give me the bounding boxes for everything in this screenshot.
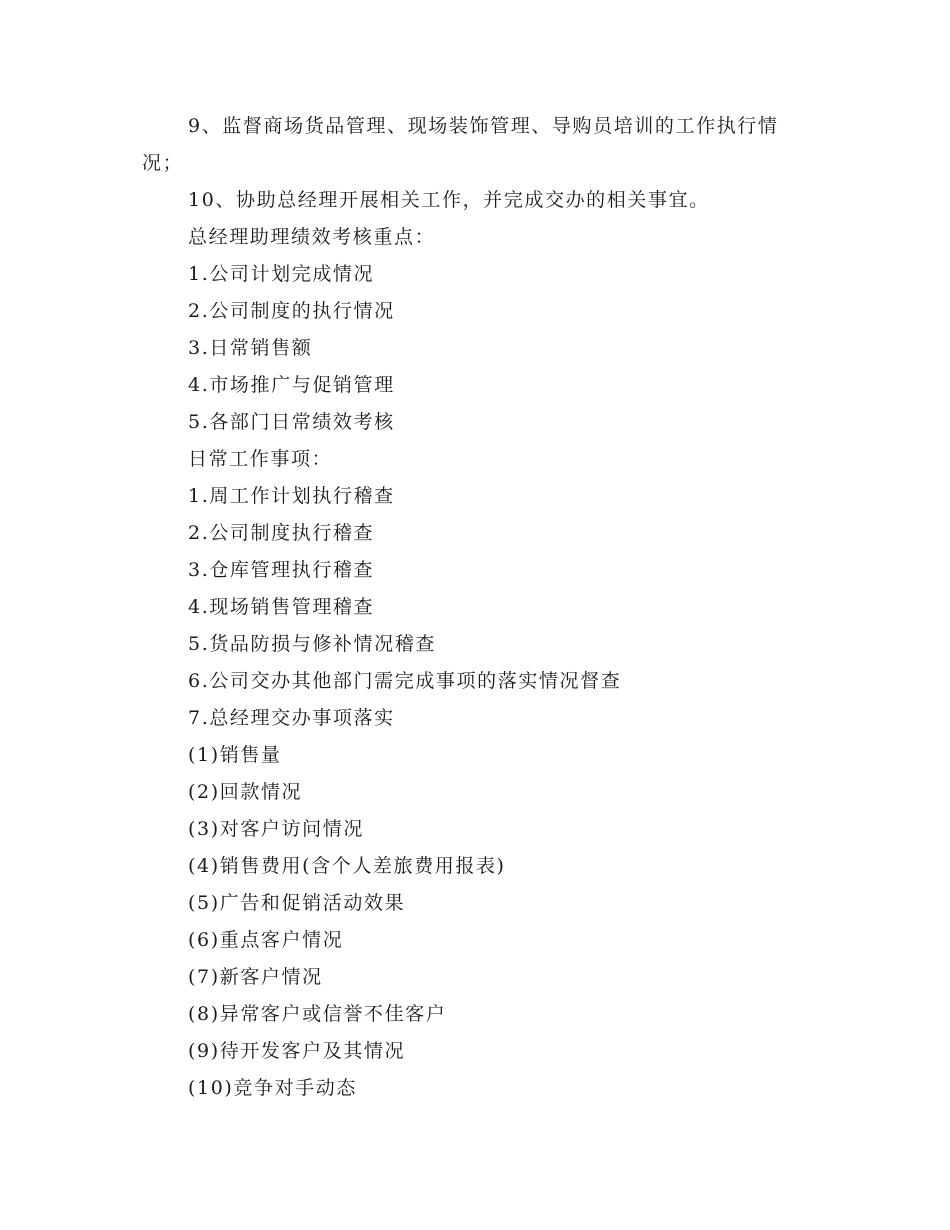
sub-list-item: (10)竞争对手动态 [188, 1077, 358, 1099]
list-item: 2.公司制度执行稽查 [188, 522, 375, 544]
sub-list-item: (7)新客户情况 [188, 966, 323, 988]
list-item: 4.市场推广与促销管理 [188, 374, 395, 396]
sub-list-item: (3)对客户访问情况 [188, 818, 364, 840]
list-item: 3.仓库管理执行稽查 [188, 559, 375, 581]
sub-list-item: (8)异常客户或信誉不佳客户 [188, 1003, 447, 1025]
list-item: 3.日常销售额 [188, 337, 313, 359]
list-item: 4.现场销售管理稽查 [188, 596, 375, 618]
sub-list-item: (1)销售量 [188, 744, 282, 766]
sub-list-item: (2)回款情况 [188, 781, 303, 803]
list-item: 5.货品防损与修补情况稽查 [188, 633, 436, 655]
list-item: 6.公司交办其他部门需完成事项的落实情况督查 [188, 670, 622, 692]
sub-list-item: (6)重点客户情况 [188, 929, 344, 951]
sub-list-item: (5)广告和促销活动效果 [188, 892, 406, 914]
document-body [142, 108, 812, 1107]
list-item: 1.公司计划完成情况 [188, 263, 375, 285]
paragraph-line: 9、监督商场货品管理、现场装饰管理、导购员培训的工作执行情 [188, 115, 779, 137]
sub-list-item: (9)待开发客户及其情况 [188, 1040, 406, 1062]
list-item: 5.各部门日常绩效考核 [188, 411, 395, 433]
section-heading-daily-work: 日常工作事项： [188, 448, 333, 470]
list-item: 1.周工作计划执行稽查 [188, 485, 395, 507]
paragraph-line: 况； [142, 152, 184, 174]
paragraph-item-10: 10、协助总经理开展相关工作，并完成交办的相关事宜。 [188, 189, 710, 211]
sub-list-item: (4)销售费用(含个人差旅费用报表) [188, 855, 506, 877]
list-item: 2.公司制度的执行情况 [188, 300, 395, 322]
paragraph-item-9 [142, 108, 812, 182]
section-heading-performance: 总经理助理绩效考核重点： [188, 226, 436, 248]
list-item: 7.总经理交办事项落实 [188, 707, 395, 729]
